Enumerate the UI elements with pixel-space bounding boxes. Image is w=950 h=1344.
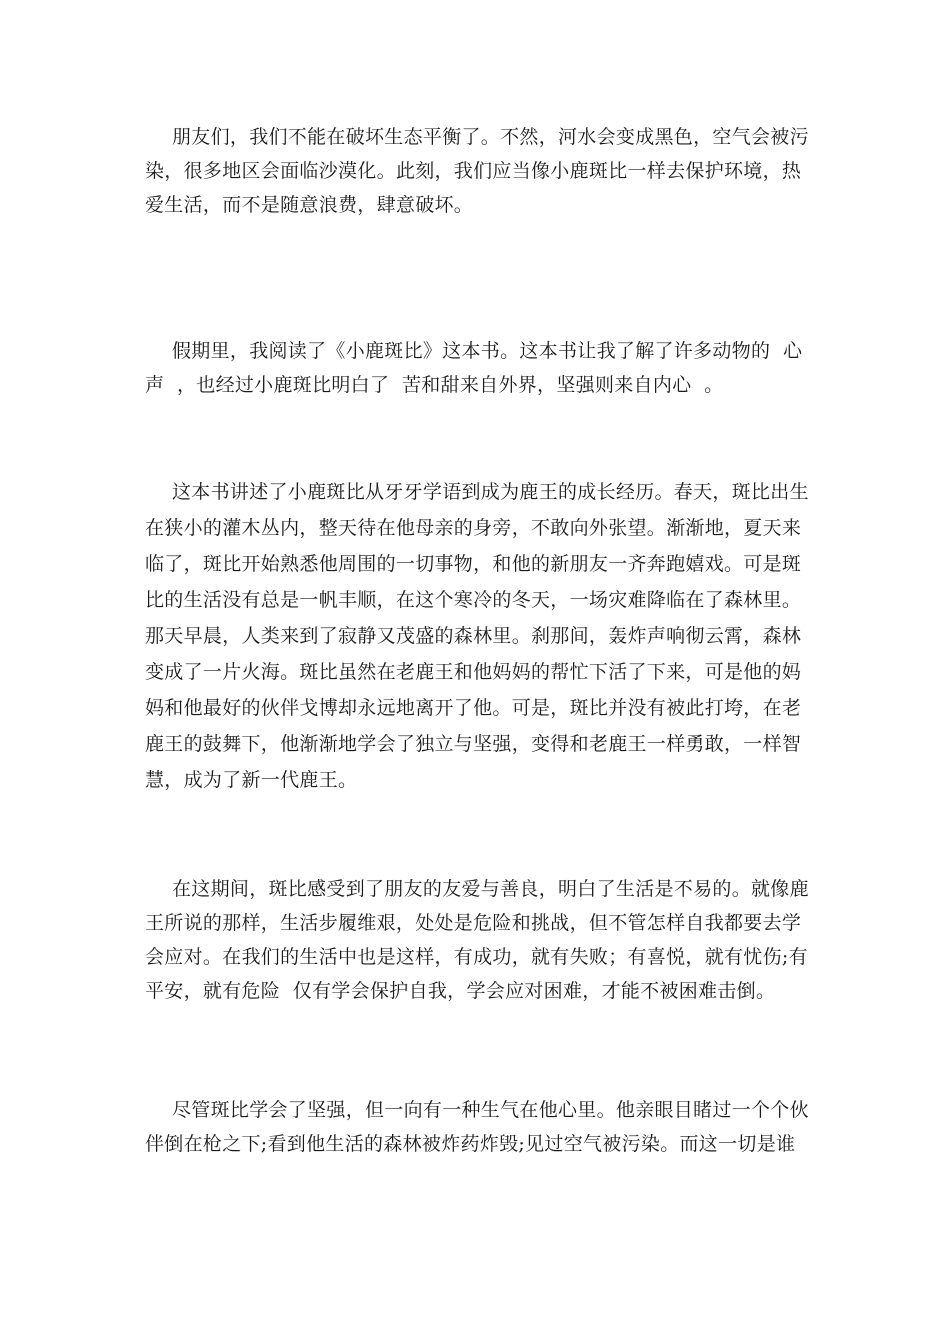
paragraph-line: 平安，就有危险 仅有学会保护自我，学会应对困难，才能不被困难击倒。	[145, 980, 776, 1002]
paragraph-line: 声 ，也经过小鹿斑比明白了 苦和甜来自外界，坚强则来自内心 。	[145, 374, 724, 396]
paragraph-line: 染，很多地区会面临沙漠化。此刻，我们应当像小鹿斑比一样去保护环境，热	[145, 160, 802, 182]
paragraph-line: 比的生活没有总是一帆丰顺，在这个寒冷的冬天，一场灾难降临在了森林里。	[145, 589, 802, 611]
paragraph-line: 变成了一片火海。斑比虽然在老鹿王和他妈妈的帮忙下活了下来，可是他的妈	[145, 661, 802, 683]
paragraph-line: 爱生活，而不是随意浪费，肆意破坏。	[145, 194, 474, 216]
paragraph-line: 会应对。在我们的生活中也是这样，有成功，就有失败；有喜悦，就有忧伤;有	[145, 946, 808, 968]
paragraph-line: 王所说的那样，生活步履维艰，处处是危险和挑战，但不管怎样自我都要去学	[145, 912, 802, 934]
paragraph-line: 在这期间，斑比感受到了朋友的友爱与善良，明白了生活是不易的。就像鹿	[172, 878, 809, 900]
paragraph-line: 这本书讲述了小鹿斑比从牙牙学语到成为鹿王的成长经历。春天，斑比出生	[172, 481, 809, 503]
paragraph-line: 尽管斑比学会了坚强，但一向有一种生气在他心里。他亲眼目睹过一个个伙	[172, 1099, 809, 1121]
paragraph-line: 那天早晨，人类来到了寂静又茂盛的森林里。刹那间，轰炸声响彻云霄，森林	[145, 625, 802, 647]
paragraph-line: 慧，成为了新一代鹿王。	[145, 769, 358, 791]
paragraph-line: 假期里，我阅读了《小鹿斑比》这本书。这本书让我了解了许多动物的 心	[172, 340, 803, 362]
paragraph-line: 伴倒在枪之下;看到他生活的森林被炸药炸毁;见过空气被污染。而这一切是谁	[145, 1133, 796, 1155]
paragraph-line: 朋友们，我们不能在破坏生态平衡了。不然，河水会变成黑色，空气会被污	[172, 126, 809, 148]
paragraph-line: 鹿王的鼓舞下，他渐渐地学会了独立与坚强，变得和老鹿王一样勇敢，一样智	[145, 733, 802, 755]
paragraph-line: 妈和他最好的伙伴戈博却永远地离开了他。可是，斑比并没有被此打垮，在老	[145, 697, 802, 719]
paragraph-line: 在狭小的灌木丛内，整天待在他母亲的身旁，不敢向外张望。渐渐地，夏天来	[145, 517, 802, 539]
paragraph-line: 临了，斑比开始熟悉他周围的一切事物，和他的新朋友一齐奔跑嬉戏。可是斑	[145, 553, 802, 575]
